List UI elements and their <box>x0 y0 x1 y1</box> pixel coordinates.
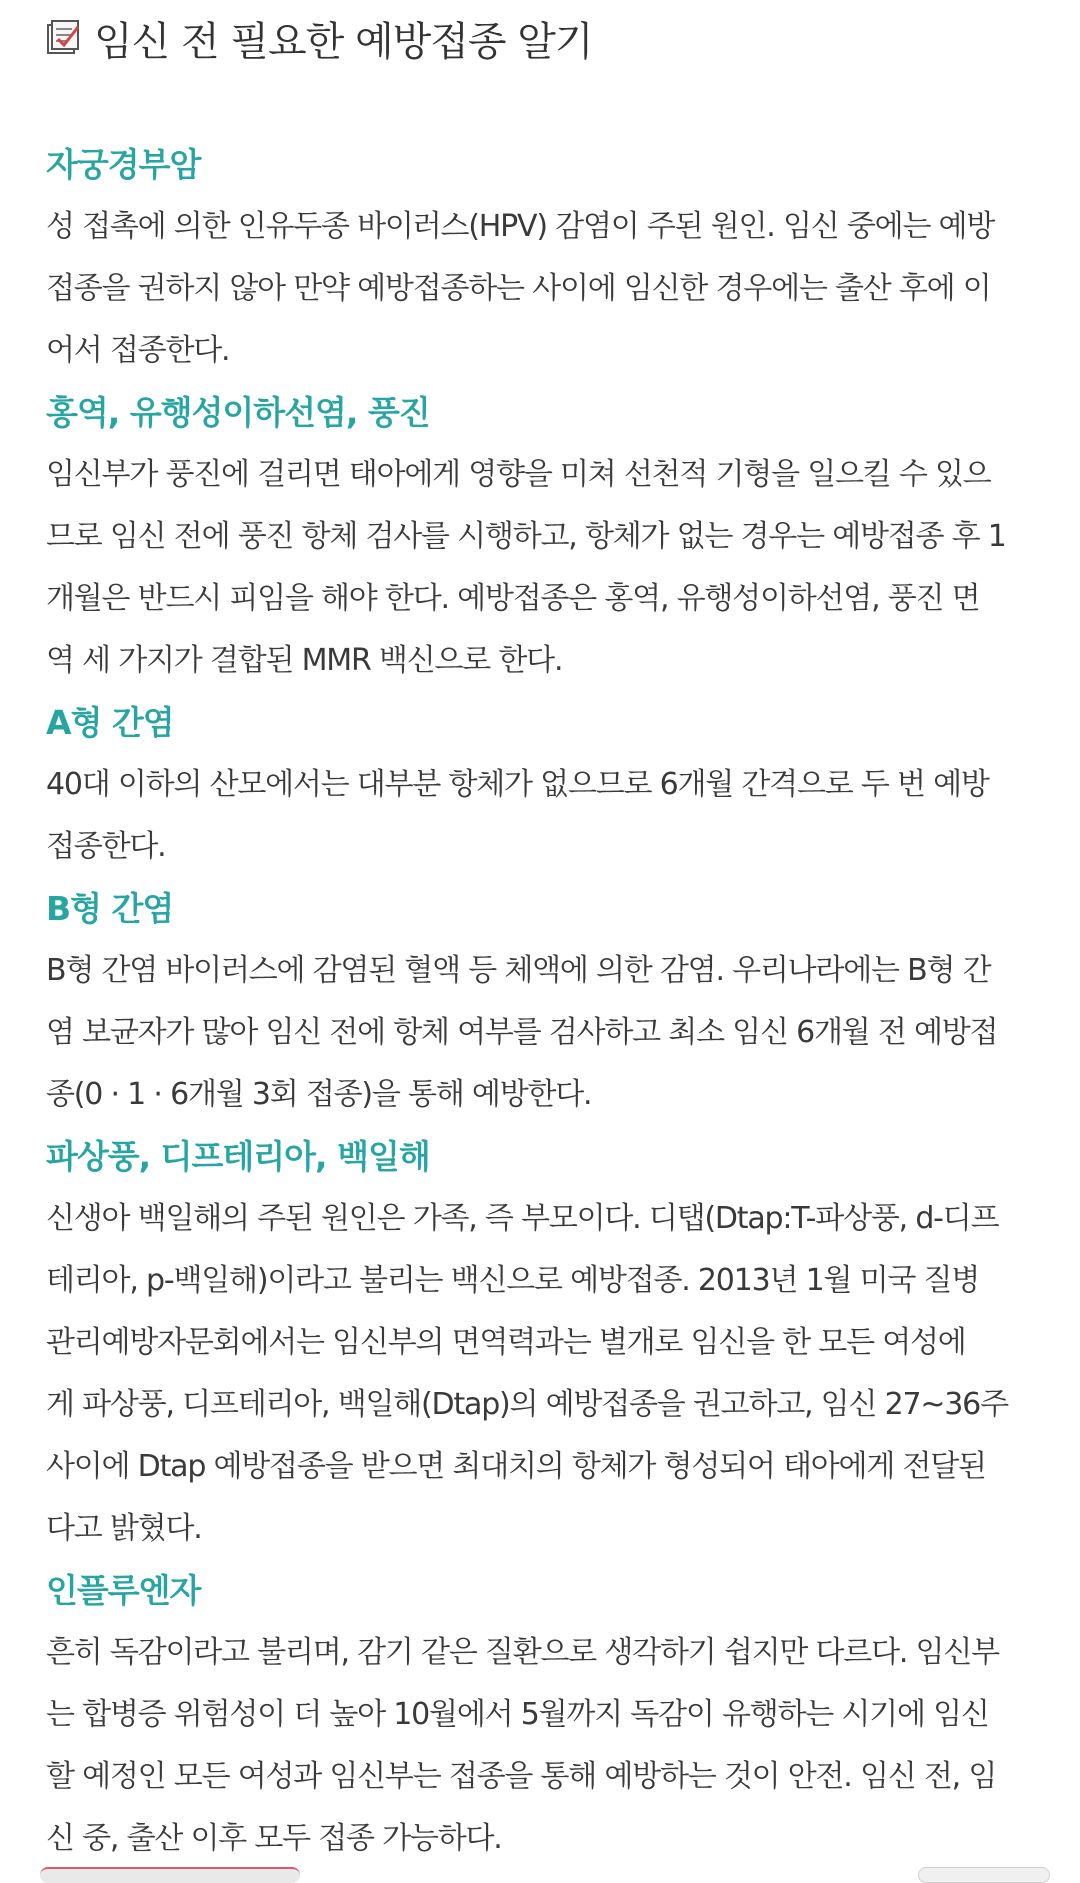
bottom-left-tab[interactable] <box>40 1867 300 1883</box>
body-line: 어서 접종한다. <box>46 333 230 368</box>
body-line: 사이에 Dtap 예방접종을 받으면 최대치의 항체가 형성되어 태아에게 전달된 <box>46 1449 986 1484</box>
section-body <box>46 444 1046 692</box>
section-heading: 자궁경부암 <box>46 145 201 184</box>
body-line: 임신부가 풍진에 걸리면 태아에게 영향을 미쳐 선천적 기형을 일으킬 수 있으 <box>46 457 991 492</box>
section-heading: A형 간염 <box>46 703 174 742</box>
section-body <box>46 1622 1046 1870</box>
body-line: B형 간염 바이러스에 감염된 혈액 등 체액에 의한 감염. 우리나라에는 B형 간 <box>46 953 991 988</box>
body-line: 접종을 권하지 않아 만약 예방접종하는 사이에 임신한 경우에는 출산 후에 이 <box>46 271 991 306</box>
body-line: 성 접촉에 의한 인유두종 바이러스(HPV) 감염이 주된 원인. 임신 중에는 예방 <box>46 209 995 244</box>
body-line: 역 세 가지가 결합된 MMR 백신으로 한다. <box>46 643 563 678</box>
section-body <box>46 196 1046 382</box>
page-title: 임신 전 필요한 예방접종 알기 <box>94 18 593 65</box>
body-line: 관리예방자문회에서는 임신부의 면역력과는 별개로 임신을 한 모든 여성에 <box>46 1325 966 1360</box>
section-body <box>46 1188 1046 1560</box>
section-body <box>46 754 1046 878</box>
section-heading: 홍역, 유행성이하선염, 풍진 <box>46 393 430 432</box>
body-line: 는 합병증 위험성이 더 높아 10월에서 5월까지 독감이 유행하는 시기에 임신 <box>46 1697 989 1732</box>
body-line: 신생아 백일해의 주된 원인은 가족, 즉 부모이다. 디탭(Dtap:T-파상풍, d-디프 <box>46 1201 999 1236</box>
body-line: 개월은 반드시 피임을 해야 한다. 예방접종은 홍역, 유행성이하선염, 풍진 면 <box>46 581 980 616</box>
body-line: 테리아, p-백일해)이라고 불리는 백신으로 예방접종. 2013년 1월 미국 질병 <box>46 1263 980 1298</box>
body-line: 염 보균자가 많아 임신 전에 항체 여부를 검사하고 최소 임신 6개월 전 예방접 <box>46 1015 998 1050</box>
bottom-bar <box>0 1867 1080 1873</box>
section-heading: 인플루엔자 <box>46 1571 201 1610</box>
article-content <box>46 134 1046 1870</box>
body-line: 게 파상풍, 디프테리아, 백일해(Dtap)의 예방접종을 권고하고, 임신 27~36주 <box>46 1387 1008 1422</box>
section-body <box>46 940 1046 1126</box>
bottom-right-tab[interactable] <box>918 1867 1050 1883</box>
body-line: 할 예정인 모든 여성과 임신부는 접종을 통해 예방하는 것이 안전. 임신 전, 임 <box>46 1759 997 1794</box>
page-title-row <box>42 8 593 68</box>
body-line: 40대 이하의 산모에서는 대부분 항체가 없으므로 6개월 간격으로 두 번 예방 <box>46 767 989 802</box>
body-line: 다고 밝혔다. <box>46 1511 202 1546</box>
body-line: 흔히 독감이라고 불리며, 감기 같은 질환으로 생각하기 쉽지만 다르다. 임신부 <box>46 1635 999 1670</box>
body-line: 종(0 · 1 · 6개월 3회 접종)을 통해 예방한다. <box>46 1077 592 1112</box>
body-line: 므로 임신 전에 풍진 항체 검사를 시행하고, 항체가 없는 경우는 예방접종 후 1 <box>46 519 1006 554</box>
checklist-icon <box>42 17 84 59</box>
section-heading: 파상풍, 디프테리아, 백일해 <box>46 1137 430 1176</box>
body-line: 신 중, 출산 이후 모두 접종 가능하다. <box>46 1821 502 1856</box>
section-heading: B형 간염 <box>46 889 174 928</box>
body-line: 접종한다. <box>46 829 166 864</box>
